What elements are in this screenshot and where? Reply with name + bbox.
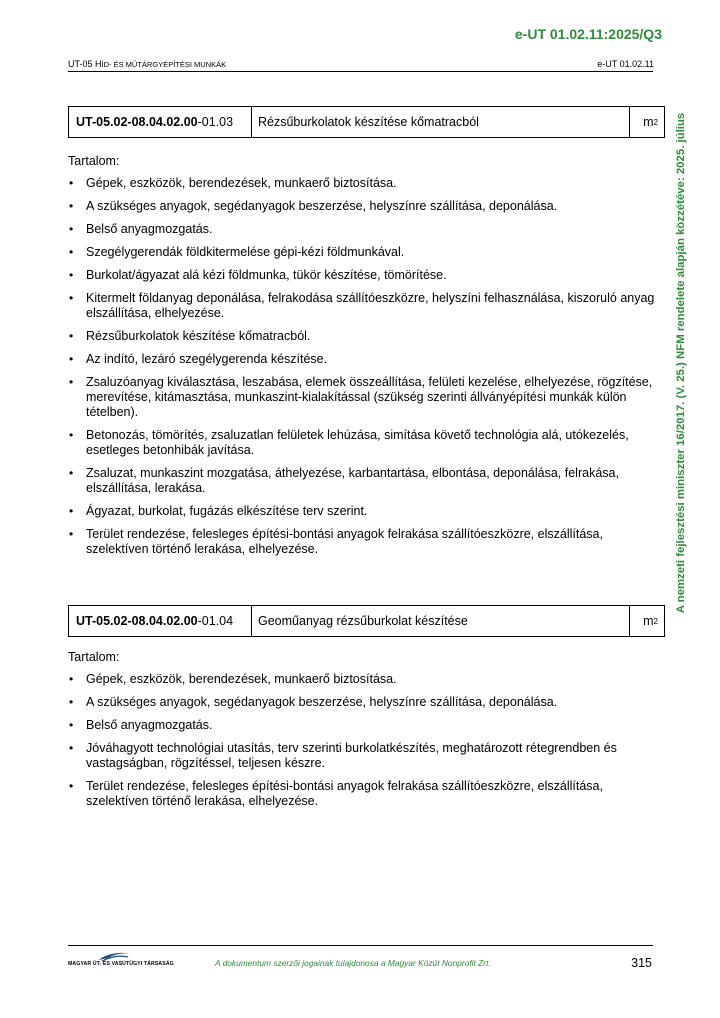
bullet-icon: • bbox=[69, 428, 74, 442]
list-item bbox=[68, 245, 658, 260]
item-header-2 bbox=[68, 605, 665, 637]
item-title: Geoműanyag rézsűburkolat készítése bbox=[252, 606, 630, 636]
content-label: Tartalom: bbox=[68, 154, 120, 168]
section-prefix: UT-05 H bbox=[68, 59, 102, 69]
item-content-1 bbox=[68, 153, 658, 565]
item-title: Rézsűburkolatok készítése kőmatracból bbox=[252, 107, 630, 137]
bullet-icon: • bbox=[69, 779, 74, 793]
item-code-main: UT-05.02-08.04.02.00 bbox=[76, 115, 198, 129]
bullet-icon: • bbox=[69, 718, 74, 732]
item-unit bbox=[630, 107, 664, 137]
bullet-icon: • bbox=[69, 695, 74, 709]
content-label: Tartalom: bbox=[68, 650, 120, 664]
list-item bbox=[68, 222, 658, 237]
bullet-icon: • bbox=[69, 199, 74, 213]
section-rest: ÍD- ÉS MŰTÁRGYÉPÍTÉSI MUNKÁK bbox=[101, 60, 227, 69]
list-item bbox=[68, 672, 658, 687]
item-code bbox=[69, 107, 252, 137]
bullet-icon: • bbox=[69, 466, 74, 480]
item-content-2 bbox=[68, 649, 658, 817]
list-item bbox=[68, 176, 658, 191]
item-code bbox=[69, 606, 252, 636]
list-item bbox=[68, 428, 658, 458]
list-item bbox=[68, 329, 658, 344]
list-item bbox=[68, 695, 658, 710]
section-header bbox=[68, 59, 226, 69]
document-ref: e-UT 01.02.11 bbox=[597, 59, 654, 69]
bullet-icon: • bbox=[69, 291, 74, 305]
bullet-icon: • bbox=[69, 672, 74, 686]
bullet-icon: • bbox=[69, 352, 74, 366]
unit-base: m bbox=[643, 614, 654, 628]
document-code: e-UT 01.02.11:2025/Q3 bbox=[514, 26, 662, 42]
item-code-suffix: -01.04 bbox=[197, 614, 234, 628]
list-item-text: Rézsűburkolatok készítése kőmatracból. bbox=[86, 329, 311, 343]
list-item-text: Gépek, eszközök, berendezések, munkaerő biztosítása. bbox=[86, 672, 397, 686]
list-item bbox=[68, 291, 658, 321]
list-item-text: Szegélygerendák földkitermelése gépi-kézi földmunkával. bbox=[86, 245, 405, 259]
list-item bbox=[68, 199, 658, 214]
list-item-text: Gépek, eszközök, berendezések, munkaerő biztosítása. bbox=[86, 176, 397, 190]
list-item-text: Terület rendezése, felesleges építési-bontási anyagok felrakása szállítóeszközre, elszállítása, szelektíven történő lerakása, elhelyezése. bbox=[86, 779, 603, 808]
list-item-text: Betonozás, tömörítés, zsaluzatlan felületek lehúzása, simítása követő technológia alá, utókezelés, esetleges betonhibák javítása. bbox=[86, 428, 629, 457]
item-code-main: UT-05.02-08.04.02.00 bbox=[76, 614, 198, 628]
list-item-text: Az indító, lezáró szegélygerenda készítése. bbox=[86, 352, 328, 366]
list-item-text: Jóváhagyott technológiai utasítás, terv szerinti burkolatkészítés, meghatározott rétegrendben és vastagságban, rögzítéssel, teljesen készre. bbox=[86, 741, 617, 770]
bullet-icon: • bbox=[69, 268, 74, 282]
list-item bbox=[68, 527, 658, 557]
list-item-text: Kitermelt földanyag deponálása, felrakodása szállítóeszközre, helyszíni felhasználása, kiszoruló anyag elszállítása, elhelyezése. bbox=[86, 291, 655, 320]
list-item-text: Zsaluzóanyag kiválasztása, leszabása, elemek összeállítása, felületi kezelése, elhelyezése, rögzítése, merevítése, kitámasztása, munkaszint-kialakítással (szükség szerinti állványépítési munkák külön tételben). bbox=[86, 375, 653, 419]
bullet-icon: • bbox=[69, 329, 74, 343]
list-item bbox=[68, 779, 658, 809]
list-item-text: Zsaluzat, munkaszint mozgatása, áthelyezése, karbantartása, elbontása, deponálása, felrakása, elszállítása, lerakása. bbox=[86, 466, 619, 495]
list-item-text: A szükséges anyagok, segédanyagok beszerzése, helyszínre szállítása, deponálása. bbox=[86, 695, 558, 709]
item-code-suffix: -01.03 bbox=[197, 115, 234, 129]
unit-exponent: 2 bbox=[653, 616, 658, 626]
bullet-icon: • bbox=[69, 245, 74, 259]
list-item bbox=[68, 466, 658, 496]
list-item-text: Burkolat/ágyazat alá kézi földmunka, tükör készítése, tömörítése. bbox=[86, 268, 447, 282]
bullet-icon: • bbox=[69, 527, 74, 541]
content-list bbox=[68, 672, 658, 809]
footer-divider bbox=[68, 945, 653, 946]
list-item-text: A szükséges anyagok, segédanyagok beszerzése, helyszínre szállítása, deponálása. bbox=[86, 199, 558, 213]
item-unit bbox=[630, 606, 664, 636]
logo-text: MAGYAR ÚT- ÉS VASÚTÜGYI TÁRSASÁG bbox=[68, 961, 174, 967]
page-number: 315 bbox=[631, 956, 652, 970]
list-item-text: Terület rendezése, felesleges építési-bontási anyagok felrakása szállítóeszközre, elszállítása, szelektíven történő lerakása, elhelyezése. bbox=[86, 527, 603, 556]
list-item-text: Belső anyagmozgatás. bbox=[86, 222, 213, 236]
header-divider bbox=[68, 71, 653, 72]
bullet-icon: • bbox=[69, 176, 74, 190]
list-item-text: Belső anyagmozgatás. bbox=[86, 718, 213, 732]
item-header-1 bbox=[68, 106, 665, 138]
unit-exponent: 2 bbox=[653, 117, 658, 127]
unit-base: m bbox=[643, 115, 654, 129]
side-note-text: A nemzeti fejlesztési miniszter 16/2017. (V. 25.) NFM rendelete alapján közzétéve: 2025. július bbox=[675, 112, 687, 614]
bullet-icon: • bbox=[69, 375, 74, 389]
list-item bbox=[68, 375, 658, 420]
list-item bbox=[68, 504, 658, 519]
list-item-text: Ágyazat, burkolat, fugázás elkészítése terv szerint. bbox=[86, 504, 368, 518]
bullet-icon: • bbox=[69, 741, 74, 755]
copyright-notice: A dokumentum szerzői jogainak tulajdonosa a Magyar Közút Nonprofit Zrt. bbox=[215, 958, 491, 968]
list-item bbox=[68, 741, 658, 771]
bullet-icon: • bbox=[69, 222, 74, 236]
list-item bbox=[68, 718, 658, 733]
list-item bbox=[68, 352, 658, 367]
side-publication-note bbox=[673, 98, 689, 628]
bullet-icon: • bbox=[69, 504, 74, 518]
content-list bbox=[68, 176, 658, 557]
list-item bbox=[68, 268, 658, 283]
